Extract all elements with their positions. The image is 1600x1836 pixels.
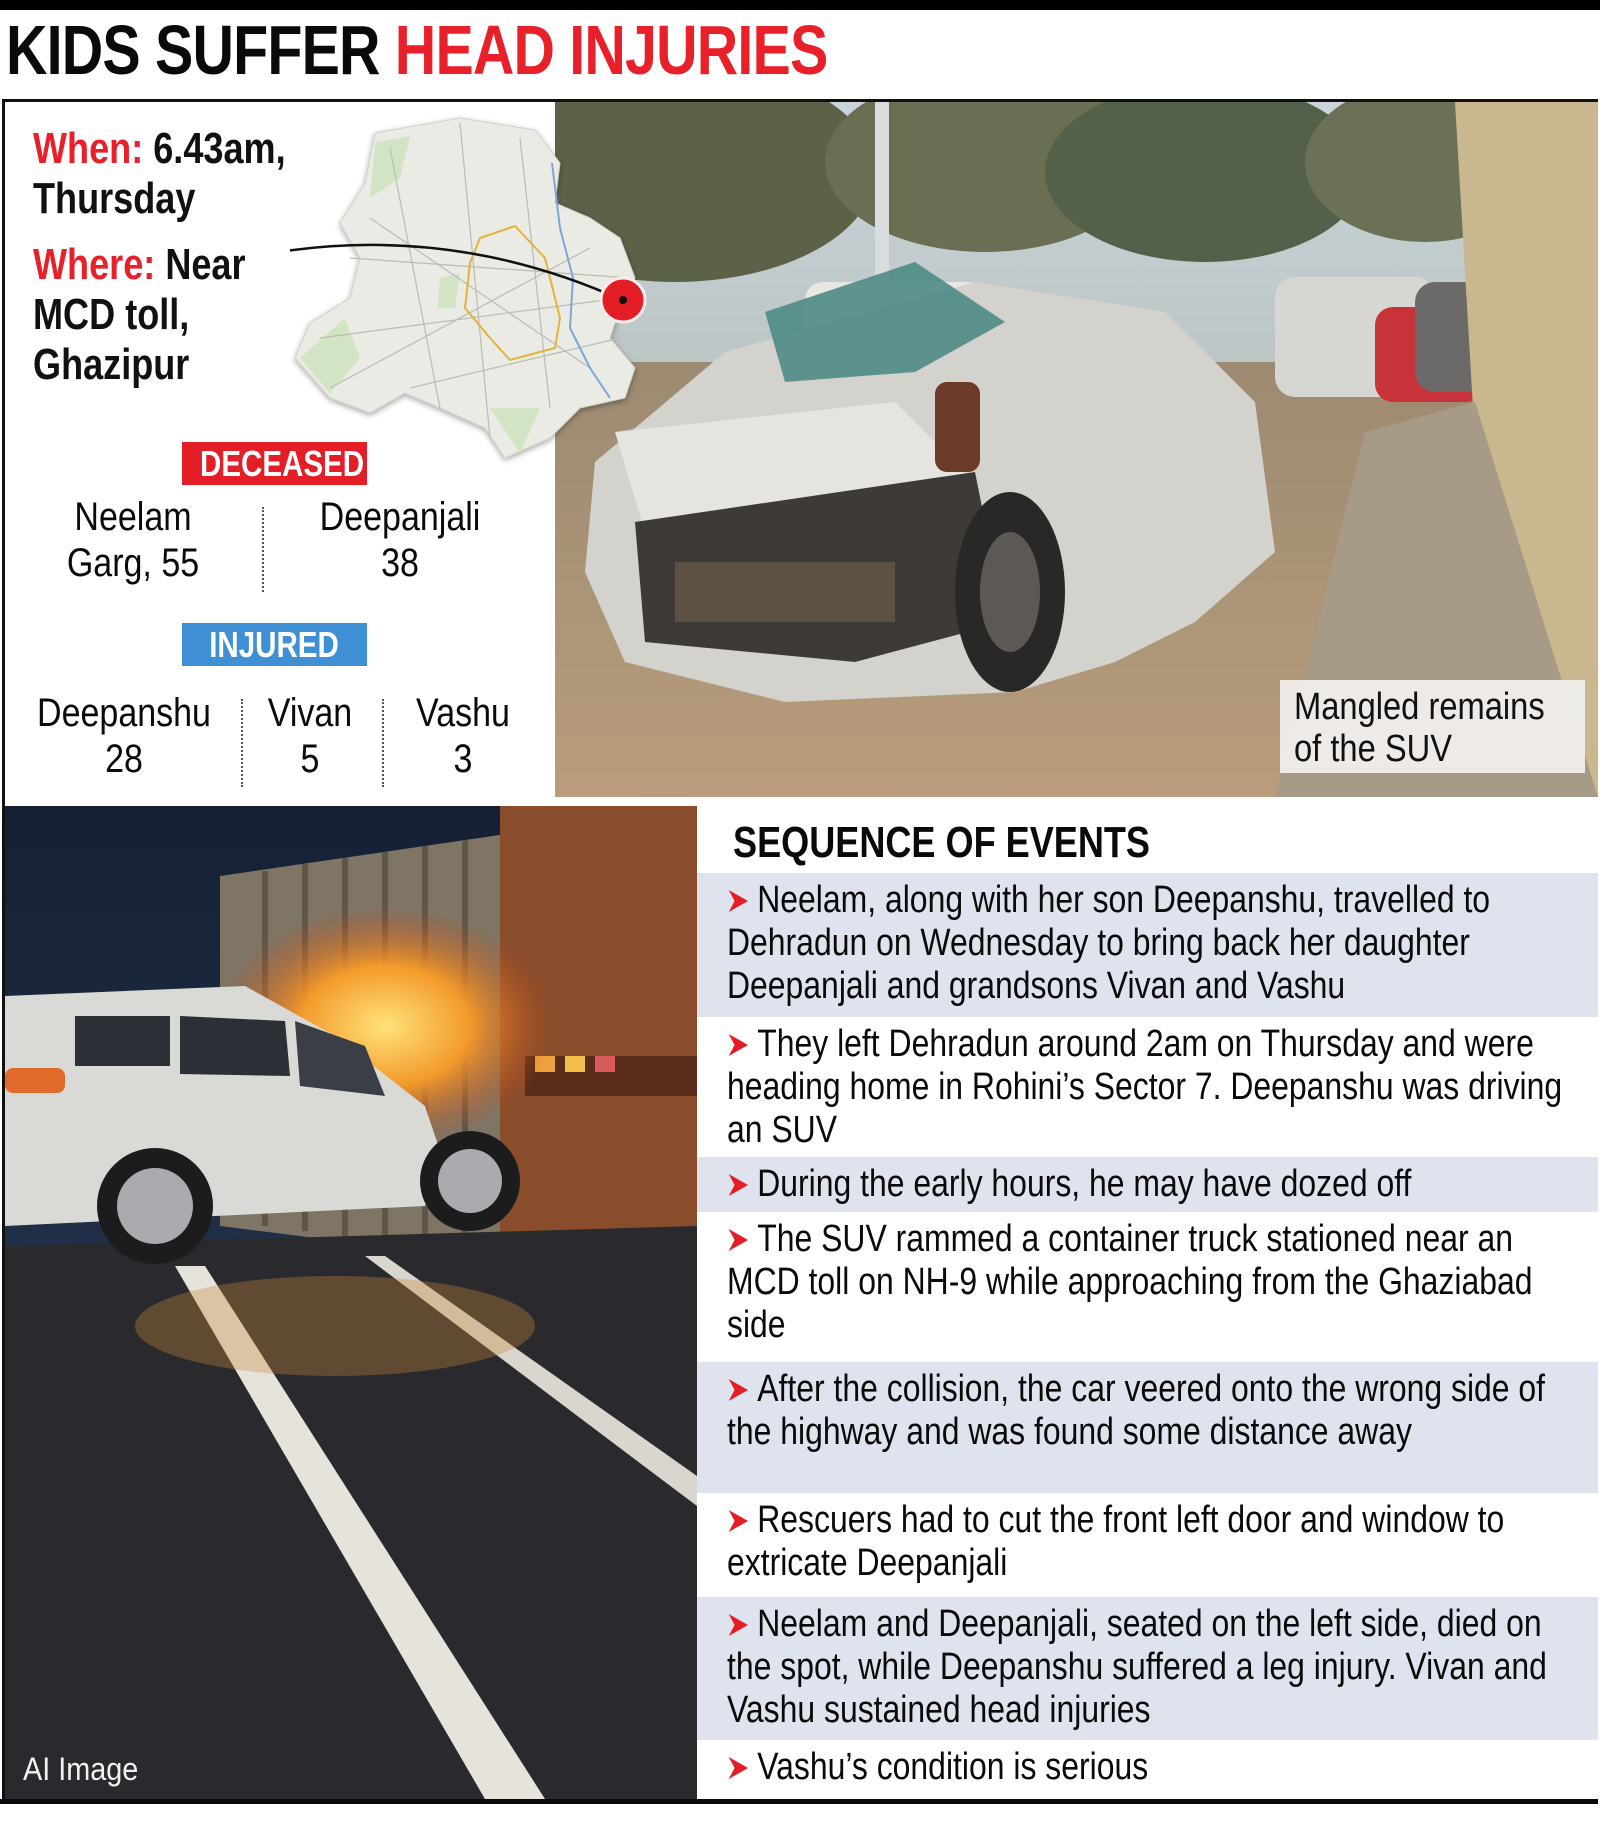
crash-photo [555,102,1598,797]
person-detail: 38 [381,541,419,585]
ai-illustration-art [5,806,697,1799]
where-label: Where: [33,240,156,289]
sequence-item [697,1597,1598,1740]
sequence-panel [697,806,1598,1799]
bottom-rule [0,1799,1598,1804]
sequence-item-text: They left Dehradun around 2am on Thursday and were heading home in Rohini’s Sector 7. Deepanshu was driving an SUV [727,1023,1563,1151]
sequence-title: SEQUENCE OF EVENTS [733,818,1151,867]
person-detail: 3 [453,737,473,781]
sequence-item [697,1157,1598,1212]
sequence-item-text: Neelam and Deepanjali, seated on the left side, died on the spot, while Deepanshu suffered a leg injury. Vivan and Vashu sustained head injuries [727,1603,1547,1731]
when-value: 6.43am, [153,124,286,173]
arrow-right-icon [727,1377,749,1403]
arrow-right-icon [727,1032,749,1058]
sequence-item-text: The SUV rammed a container truck stationed near an MCD toll on NH-9 while approaching from the Ghaziabad side [727,1218,1533,1346]
sequence-item [697,1493,1598,1597]
photo-caption [1280,680,1585,773]
injured-label: INJURED [209,624,340,665]
arrow-right-icon [727,1612,749,1638]
injured-person-2 [245,690,375,782]
sequence-item-text: Vashu’s condition is serious [757,1746,1149,1788]
deceased-person-2 [290,494,510,586]
person-detail: Garg, 55 [66,541,200,585]
sequence-item [697,1362,1598,1493]
arrow-right-icon [727,888,749,914]
divider [262,507,264,592]
arrow-right-icon [727,1227,749,1253]
deceased-label: DECEASED [200,443,365,484]
when-label: When: [33,124,144,173]
photo-caption-line-2: of the SUV [1294,728,1453,770]
person-name: Deepanjali [319,495,481,539]
person-name: Vivan [267,691,353,735]
where-value-2: MCD toll, [33,290,190,339]
sequence-item-text: After the collision, the car veered onto the wrong side of the highway and was found some distance away [727,1368,1546,1453]
ai-image-label [23,1751,151,1787]
photo-caption-line-1: Mangled remains [1294,686,1545,728]
when-block [33,124,286,224]
person-detail: 5 [300,737,320,781]
ai-image-label-text: AI Image [23,1751,139,1787]
divider [241,699,243,787]
injured-person-3 [383,690,543,782]
sequence-item-text: During the early hours, he may have dozed off [757,1163,1412,1205]
headline-red: HEAD INJURIES [394,11,828,89]
person-name: Vashu [416,691,510,735]
sequence-item-text: Rescuers had to cut the front left door and window to extricate Deepanjali [727,1499,1505,1584]
when-day: Thursday [33,174,196,223]
headline [6,12,827,88]
headline-black: KIDS SUFFER [6,11,380,89]
top-rule [0,0,1600,10]
deceased-person-1 [33,494,233,586]
where-value-3: Ghazipur [33,340,190,389]
where-block [33,240,246,390]
sequence-item [697,873,1598,1017]
map-pin-icon [598,275,648,325]
person-name: Deepanshu [37,691,211,735]
injured-person-1 [19,690,229,782]
where-value-1: Near [165,240,246,289]
arrow-right-icon [727,1755,749,1781]
injured-badge [182,623,367,666]
sequence-item [697,1740,1598,1799]
sequence-item [697,1017,1598,1157]
sequence-item-text: Neelam, along with her son Deepanshu, travelled to Dehradun on Wednesday to bring back her daughter Deepanjali and grandsons Vivan and Vashu [727,879,1491,1007]
ai-illustration [5,806,697,1799]
sequence-item [697,1212,1598,1362]
arrow-right-icon [727,1172,749,1198]
arrow-right-icon [727,1508,749,1534]
person-name: Neelam [74,495,192,539]
person-detail: 28 [105,737,143,781]
